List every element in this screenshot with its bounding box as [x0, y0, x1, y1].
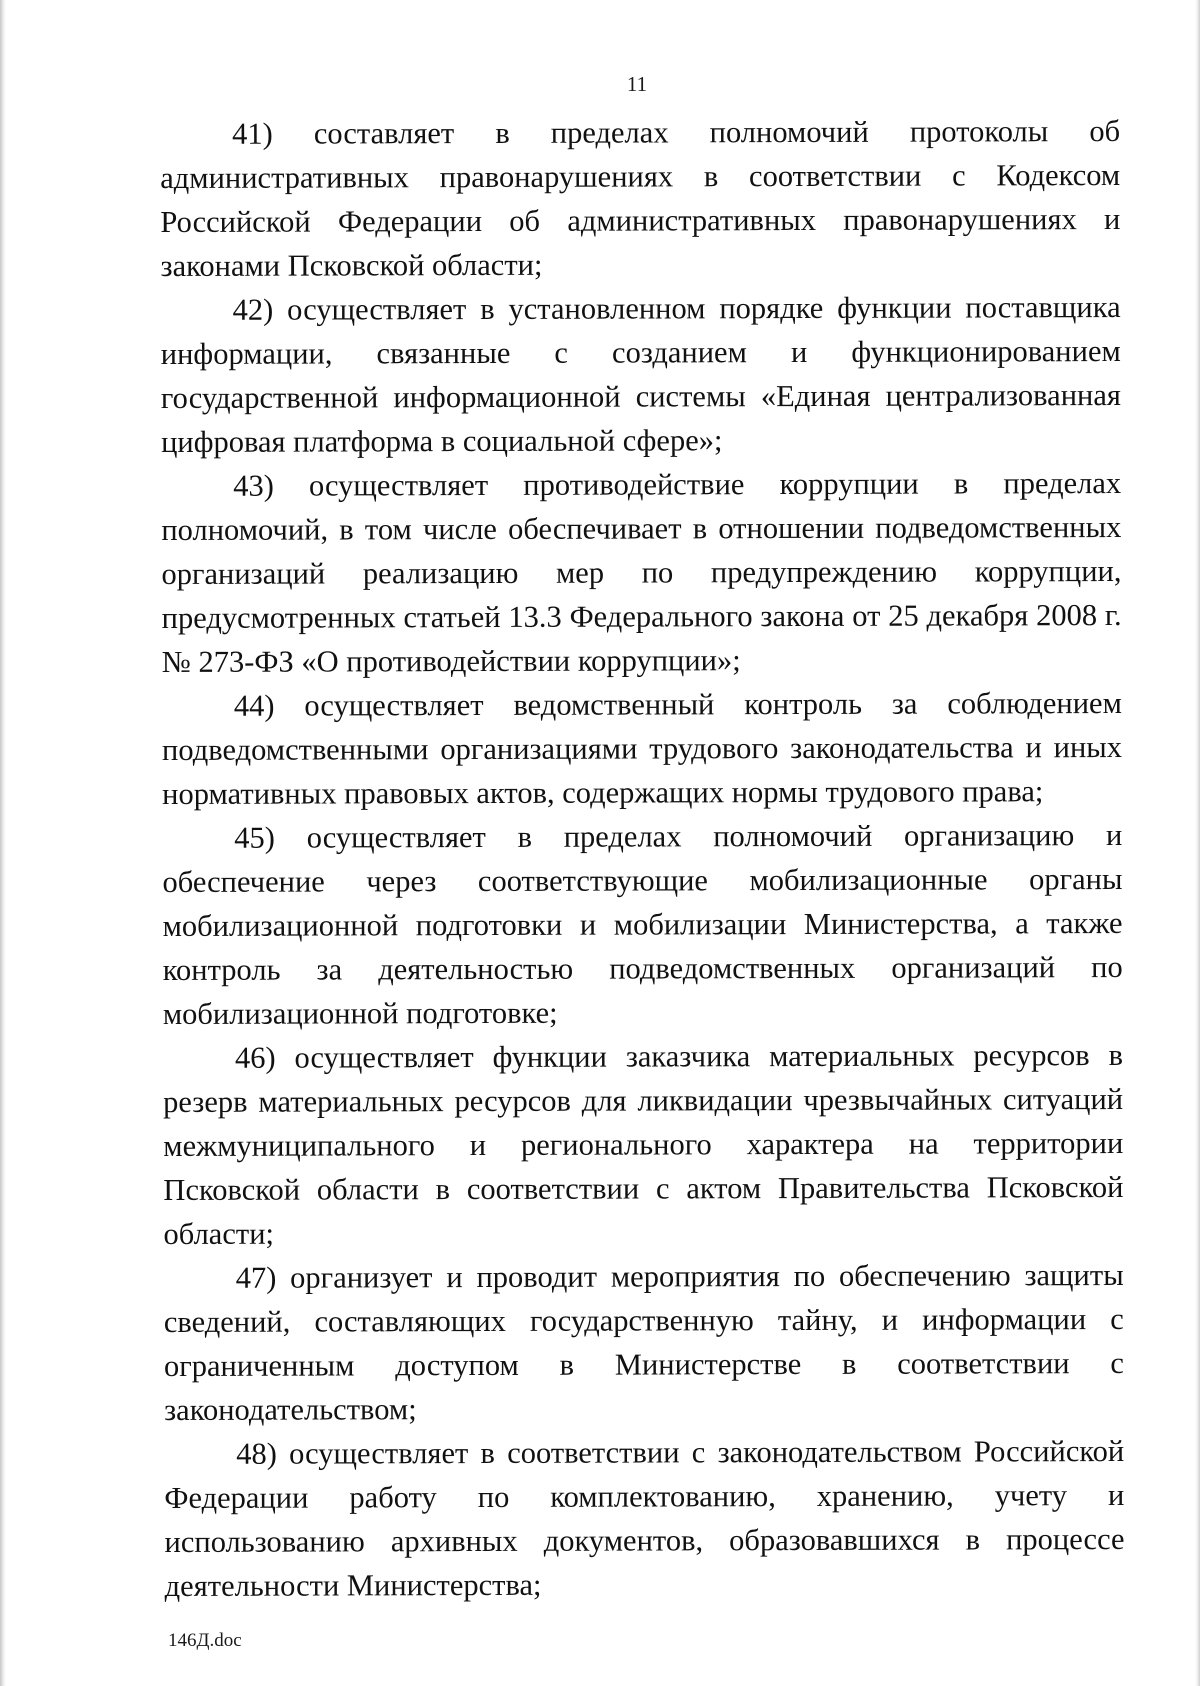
clause-47: 47) организует и проводит мероприятия по обеспечению защиты сведений, составляющих государственную тайну, и информации с ограниченным доступом в Министерстве в соответствии с законодательством;: [163, 1257, 1124, 1427]
page-number: 11: [626, 72, 648, 96]
clause-48: 48) осуществляет в соответствии с законодательством Российской Федерации работу по комплектованию, хранению, учету и использованию архивных документов, образовавшихся в процессе деятельности Министерства;: [164, 1433, 1125, 1603]
clause-44: 44) осуществляет ведомственный контроль за соблюдением подведомственными организациями трудового законодательства и иных нормативных правовых актов, содержащих нормы трудового права;: [161, 685, 1123, 811]
clause-46: 46) осуществляет функции заказчика материальных ресурсов в резерв материальных ресурсов для ликвидации чрезвычайных ситуаций межмуниципального и регионального характера на территории Псковской области в соответствии с актом Правительства Псковской области;: [163, 1037, 1124, 1251]
footer-filename: 146Д.doc: [168, 1630, 242, 1651]
scan-edge-left: [0, 0, 6, 1686]
scan-edge-right: [1195, 0, 1200, 1686]
clause-43: 43) осуществляет противодействие коррупции в пределах полномочий, в том числе обеспечивает в отношении подведомственных организаций реализацию мер по предупреждению коррупции, предусмотренных статьей 13.3 Федерального закона от 25 декабря 2008 г. № 273-ФЗ «О противодействии коррупции»;: [161, 465, 1122, 679]
clause-45: 45) осуществляет в пределах полномочий организацию и обеспечение через соответствующие мобилизационные органы мобилизационной подготовки и мобилизации Министерства, а также контроль за деятельностью подведомственных организаций по мобилизационной подготовке;: [162, 817, 1123, 1031]
document-body: [160, 109, 1125, 1608]
clause-41: 41) составляет в пределах полномочий протоколы об административных правонарушениях в соответствии с Кодексом Российской Федерации об административных правонарушениях и законами Псковской области;: [160, 113, 1121, 283]
clause-42: 42) осуществляет в установленном порядке функции поставщика информации, связанные с созданием и функционированием государственной информационной системы «Единая централизованная цифровая платформа в социальной сфере»;: [160, 289, 1121, 459]
